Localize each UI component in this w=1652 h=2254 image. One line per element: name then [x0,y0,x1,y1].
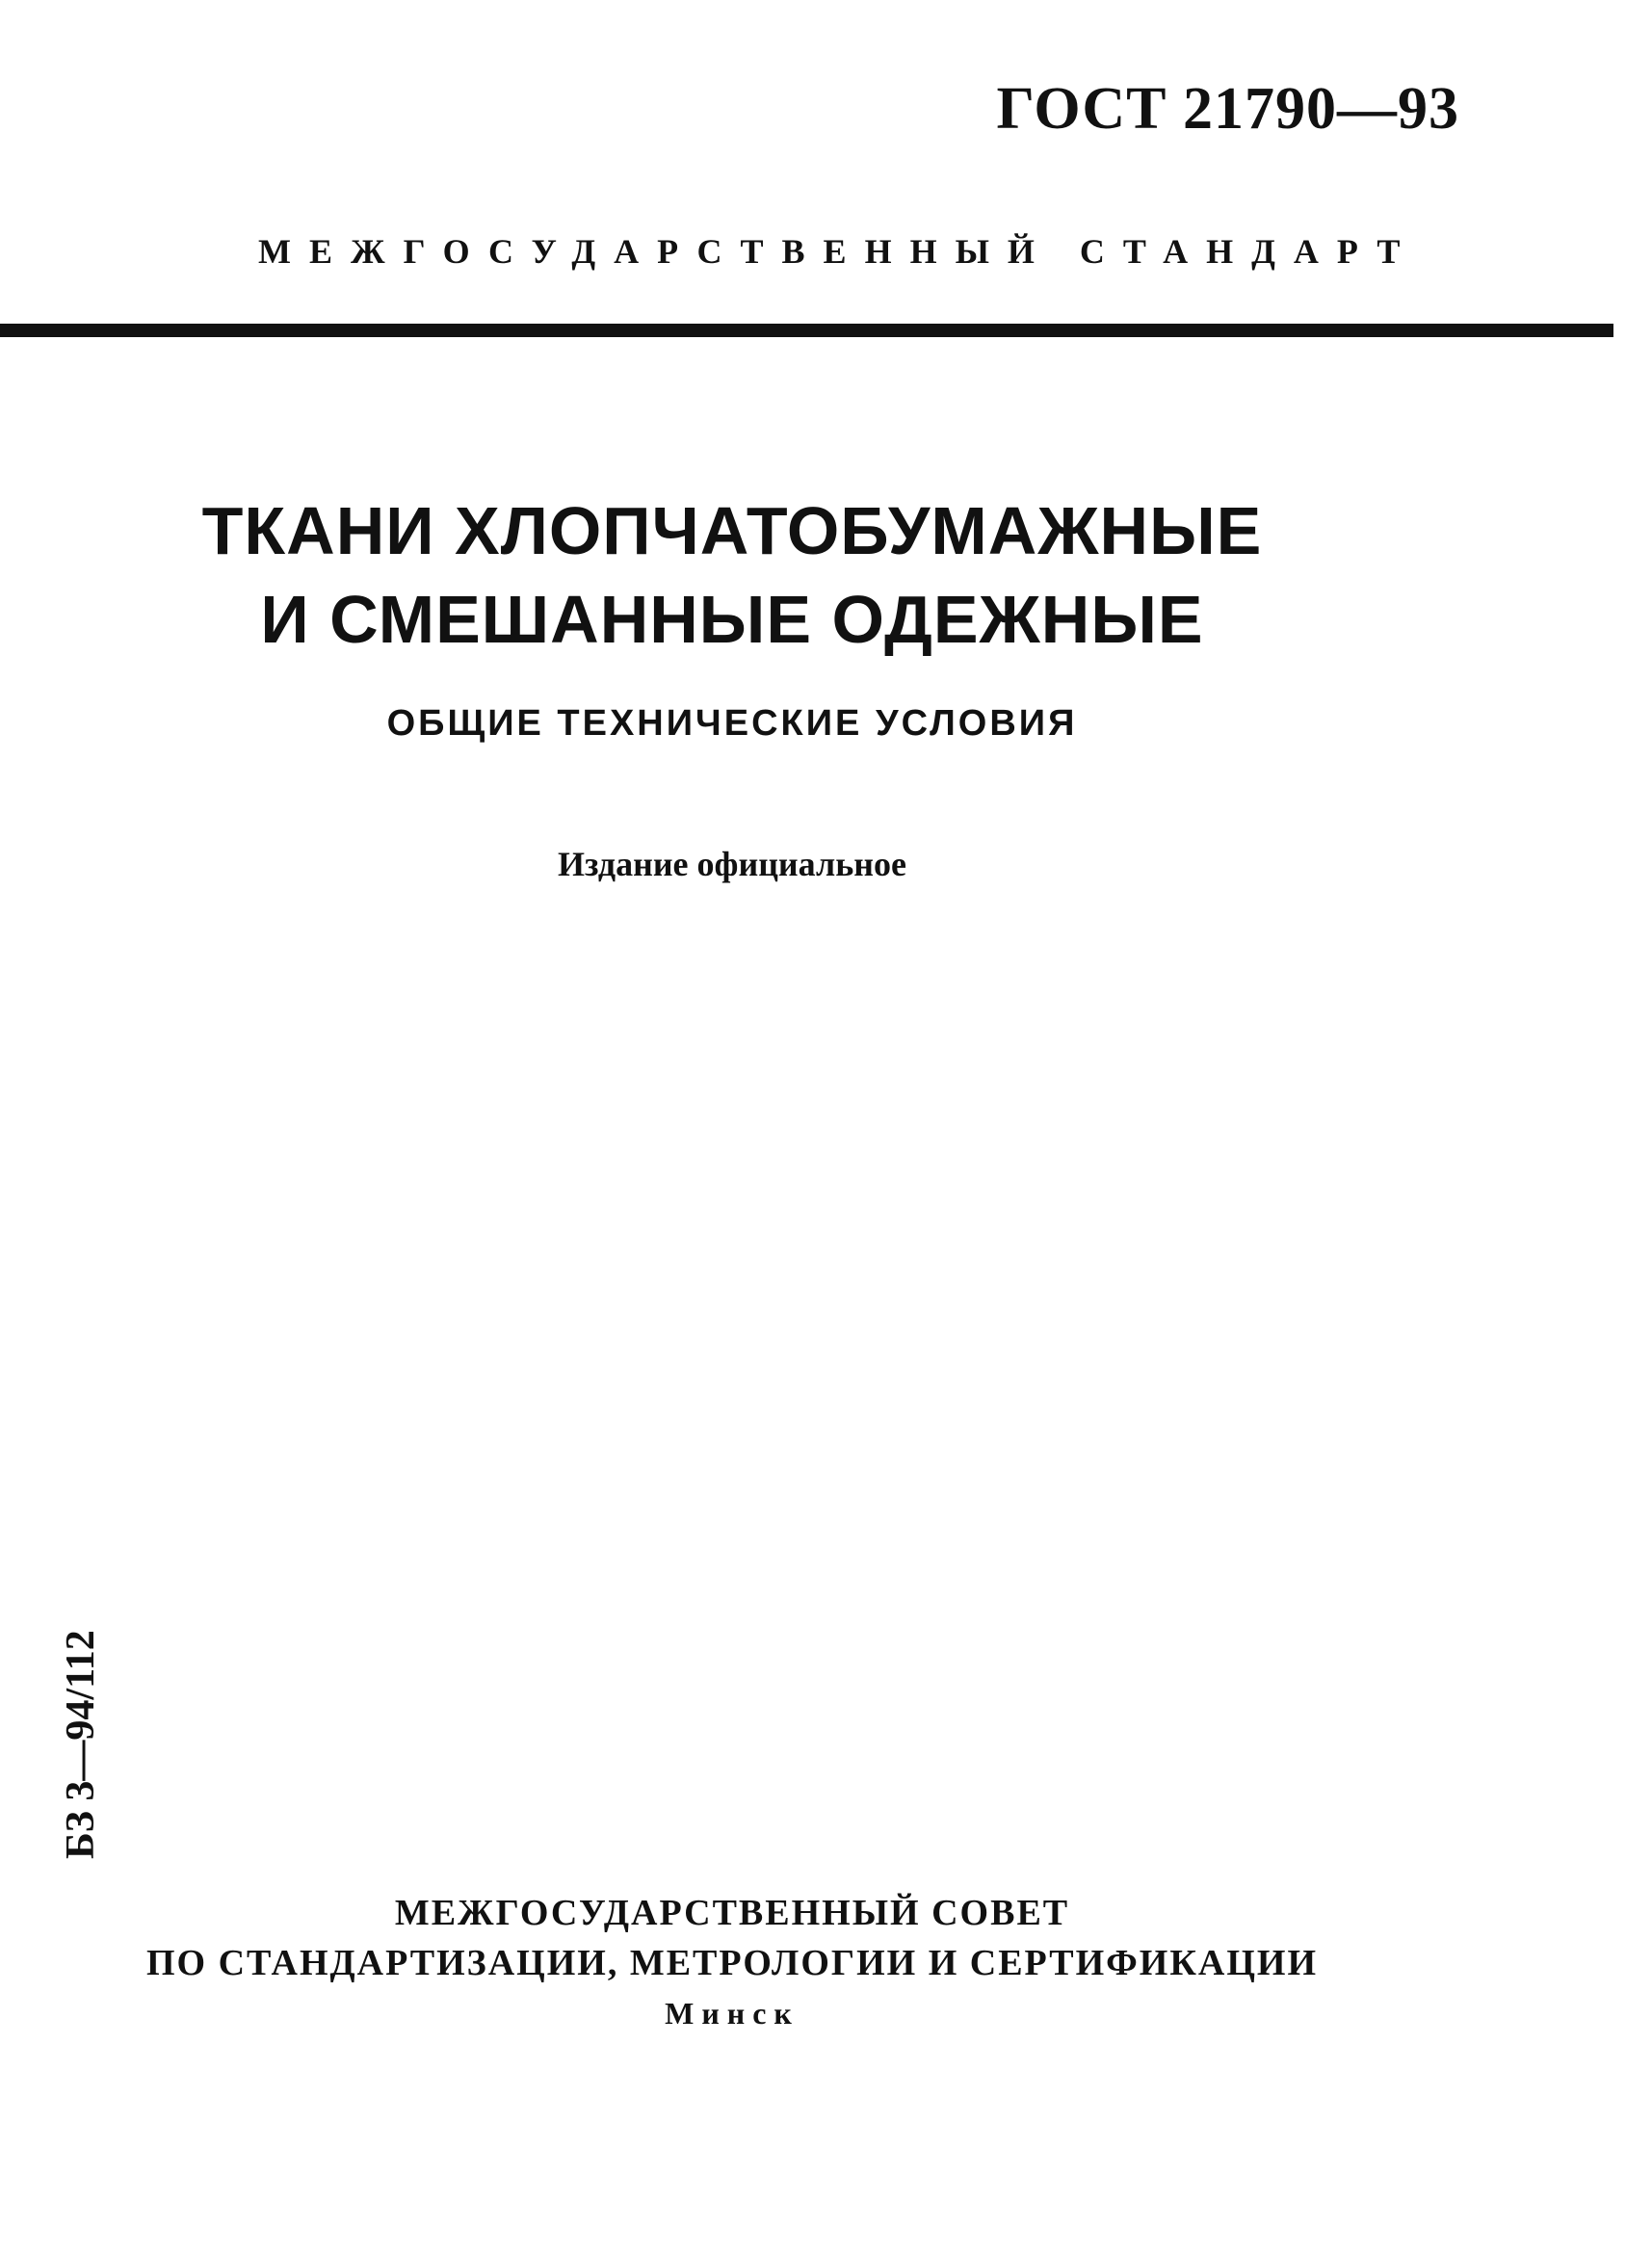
title-line-1: ТКАНИ ХЛОПЧАТОБУМАЖНЫЕ [201,493,1263,568]
publisher-block [0,1888,1464,2038]
standard-kind-heading: МЕЖГОСУДАРСТВЕННЫЙ СТАНДАРТ [258,232,1419,271]
publisher-city: Минск [665,1996,800,2031]
document-code: ГОСТ 21790—93 [996,76,1459,142]
publisher-line-2: ПО СТАНДАРТИЗАЦИИ, МЕТРОЛОГИИ И СЕРТИФИКАЦИИ [145,1943,1318,1983]
edition-note: Издание официальное [558,845,906,883]
publisher-line-1: МЕЖГОСУДАРСТВЕННЫЙ СОВЕТ [394,1893,1070,1933]
side-publication-code: БЗ 3—94/112 [59,1630,103,1859]
document-title [0,486,1464,664]
title-line-2: И СМЕШАННЫЕ ОДЕЖНЫЕ [260,582,1204,657]
header-divider [0,324,1613,337]
document-subtitle: ОБЩИЕ ТЕХНИЧЕСКИЕ УСЛОВИЯ [386,703,1078,744]
